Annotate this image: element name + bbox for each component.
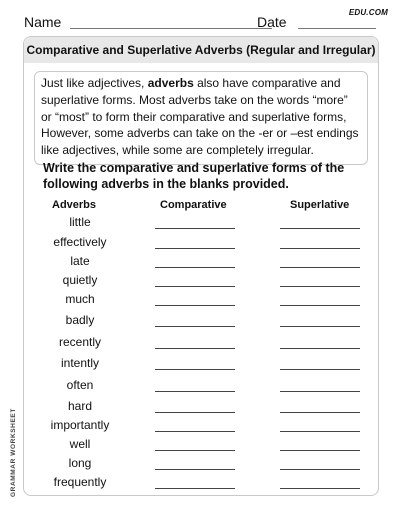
column-header-comparative: Comparative xyxy=(160,199,227,211)
table-row xyxy=(24,253,378,271)
side-label: GRAMMAR WORKSHEET xyxy=(10,408,17,497)
intro-box xyxy=(34,71,368,165)
adverb-word: hard xyxy=(67,399,93,413)
adverb-word: late xyxy=(70,254,90,268)
superlative-blank[interactable] xyxy=(280,469,360,470)
adverb-word: little xyxy=(69,215,91,229)
intro-text-after: also have comparative and superlative forms. Most adverbs take on the words “more” or “most” to form their comparative and superlative forms, However, some adverbs can take on the -er or –est endings like adjectives, while some are completely irregular. xyxy=(41,76,359,158)
superlative-blank[interactable] xyxy=(280,305,360,306)
table-row xyxy=(24,377,378,395)
superlative-blank[interactable] xyxy=(280,348,360,349)
superlative-blank[interactable] xyxy=(280,450,360,451)
superlative-blank[interactable] xyxy=(280,431,360,432)
comparative-blank[interactable] xyxy=(155,450,235,451)
table-row xyxy=(24,398,378,416)
comparative-blank[interactable] xyxy=(155,431,235,432)
comparative-blank[interactable] xyxy=(155,391,235,392)
intro-text-bold: adverbs xyxy=(147,76,194,90)
header-row xyxy=(24,14,374,34)
table-row xyxy=(24,474,378,492)
adverb-word: effectively xyxy=(53,235,107,249)
date-input-line[interactable] xyxy=(298,28,376,29)
column-header-superlative: Superlative xyxy=(290,199,350,211)
comparative-blank[interactable] xyxy=(155,348,235,349)
adverb-word: much xyxy=(65,292,95,306)
superlative-blank[interactable] xyxy=(280,286,360,287)
instruction-text: Write the comparative and superlative forms of the following adverbs in the blanks provided. xyxy=(43,161,345,191)
table-row xyxy=(24,334,378,352)
worksheet-box xyxy=(10,36,379,497)
adverb-word: often xyxy=(66,378,94,392)
comparative-blank[interactable] xyxy=(155,286,235,287)
adverb-word: quietly xyxy=(62,273,98,287)
worksheet-title: Comparative and Superlative Adverbs (Regular and Irregular) xyxy=(24,37,378,63)
comparative-blank[interactable] xyxy=(155,326,235,327)
comparative-blank[interactable] xyxy=(155,228,235,229)
comparative-blank[interactable] xyxy=(155,267,235,268)
table-row xyxy=(24,455,378,473)
adverb-word: frequently xyxy=(53,475,107,489)
name-input-line[interactable] xyxy=(70,28,272,29)
comparative-blank[interactable] xyxy=(155,469,235,470)
comparative-blank[interactable] xyxy=(155,488,235,489)
table-row xyxy=(24,312,378,330)
superlative-blank[interactable] xyxy=(280,412,360,413)
table-row xyxy=(24,355,378,373)
comparative-blank[interactable] xyxy=(155,412,235,413)
adverb-word: intently xyxy=(60,356,100,370)
column-header-adverbs: Adverbs xyxy=(52,199,97,211)
intro-text-before: Just like adjectives, xyxy=(41,76,148,90)
superlative-blank[interactable] xyxy=(280,369,360,370)
comparative-blank[interactable] xyxy=(155,248,235,249)
superlative-blank[interactable] xyxy=(280,228,360,229)
table-row xyxy=(24,436,378,454)
table-row xyxy=(24,291,378,309)
adverb-word: recently xyxy=(58,335,102,349)
name-label: Name xyxy=(24,14,62,30)
table-row xyxy=(24,234,378,252)
table-row xyxy=(24,214,378,232)
adverb-word: badly xyxy=(65,313,95,327)
superlative-blank[interactable] xyxy=(280,488,360,489)
superlative-blank[interactable] xyxy=(280,248,360,249)
table-row xyxy=(24,272,378,290)
adverb-word: long xyxy=(68,456,92,470)
adverb-word: importantly xyxy=(50,418,110,432)
comparative-blank[interactable] xyxy=(155,305,235,306)
comparative-blank[interactable] xyxy=(155,369,235,370)
superlative-blank[interactable] xyxy=(280,391,360,392)
table-row xyxy=(24,417,378,435)
date-label: Date xyxy=(257,14,287,30)
superlative-blank[interactable] xyxy=(280,326,360,327)
superlative-blank[interactable] xyxy=(280,267,360,268)
adverb-word: well xyxy=(69,437,91,451)
brand-logo: EDU.COM xyxy=(348,8,388,17)
